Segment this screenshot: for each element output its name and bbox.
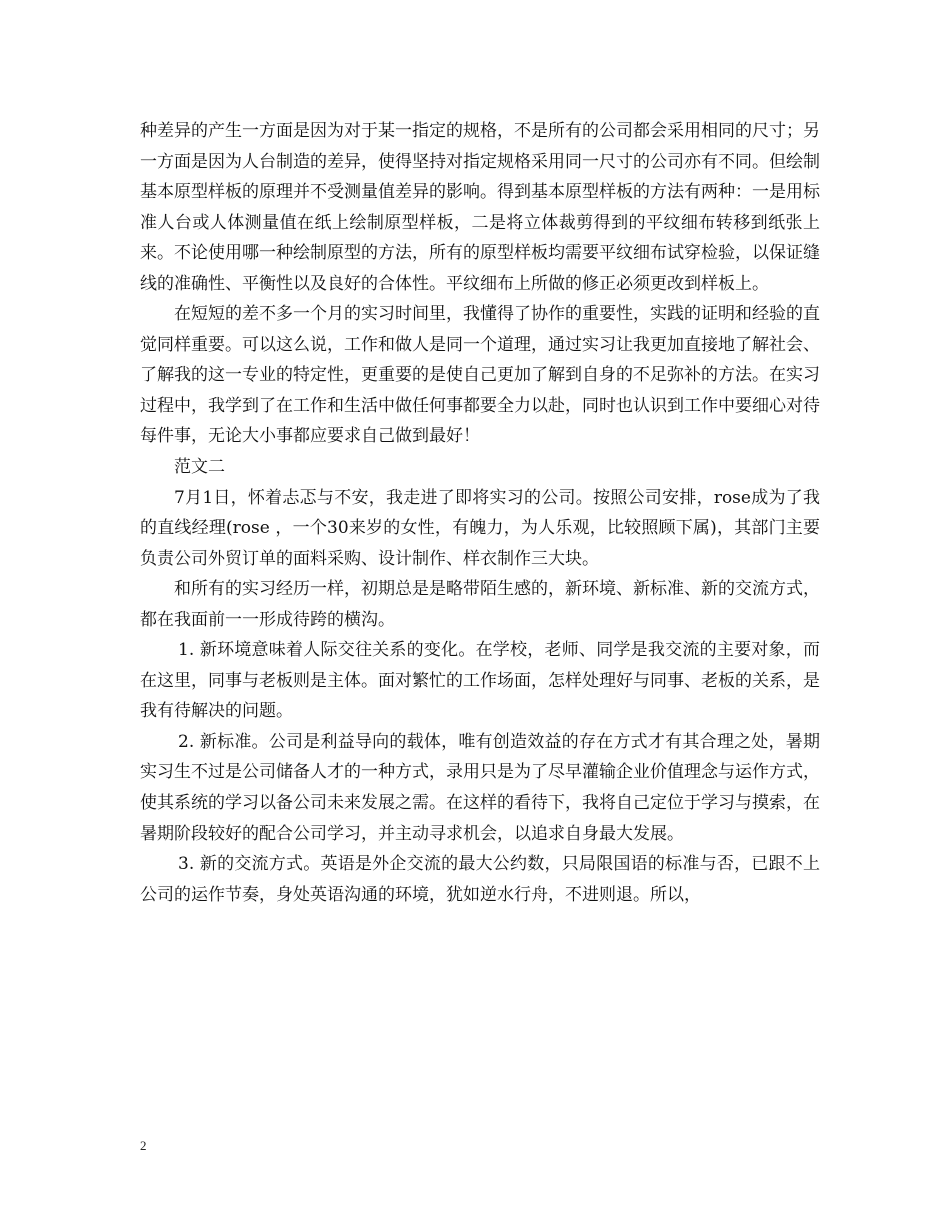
list-item-new-communication: 3. 新的交流方式。英语是外企交流的最大公约数，只局限国语的标准与否，已跟不上公司的运作节奏，身处英语沟通的环境，犹如逆水行舟，不进则退。所以， — [140, 854, 820, 905]
paragraph-internship-summary: 在短短的差不多一个月的实习时间里，我懂得了协作的重要性，实践的证明和经验的直觉同样重要。可以这么说，工作和做人是同一个道理，通过实习让我更加直接地了解社会、了解我的这一专业的特定性，更重要的是使自己更加了解到自身的不足弥补的方法。在实习过程中，我学到了在工作和生活中做任何事都要全力以赴，同时也认识到工作中要细心对待每件事，无论大小事都应要求自己做到最好！ — [140, 304, 820, 447]
page-number: 2 — [140, 1138, 147, 1153]
document-body — [140, 116, 820, 910]
list-item-new-standards: 2. 新标准。公司是利益导向的载体，唯有创造效益的存在方式才有其合理之处，暑期实习生不过是公司储备人才的一种方式，录用只是为了尽早灌输企业价值理念与运作方式，使其系统的学习以备公司未来发展之需。在这样的看待下，我将自己定位于学习与摸索，在暑期阶段较好的配合公司学习，并主动寻求机会，以追求自身最大发展。 — [140, 731, 820, 844]
paragraph-initial-impression: 和所有的实习经历一样，初期总是是略带陌生感的，新环境、新标准、新的交流方式，都在我面前一一形成待跨的横沟。 — [140, 579, 820, 630]
paragraph-continuation: 种差异的产生一方面是因为对于某一指定的规格，不是所有的公司都会采用相同的尺寸；另一方面是因为人台制造的差异，使得坚持对指定规格采用同一尺寸的公司亦有不同。但绘制基本原型样板的原理并不受测量值差异的影响。得到基本原型样板的方法有两种：一是用标准人台或人体测量值在纸上绘制原型样板，二是将立体裁剪得到的平纹细布转移到纸张上来。不论使用哪一种绘制原型的方法，所有的原型样板均需要平纹细布试穿检验，以保证缝线的准确性、平衡性以及良好的合体性。平纹细布上所做的修正必须更改到样板上。 — [140, 121, 820, 294]
paragraph-first-day: 7月1日，怀着忐忑与不安，我走进了即将实习的公司。按照公司安排，rose成为了我的直线经理(rose ，一个30来岁的女性，有魄力，为人乐观，比较照顾下属)，其部门主要负责公司外贸订单的面料采购、设计制作、样衣制作三大块。 — [140, 487, 820, 569]
section-heading-sample-two: 范文二 — [174, 457, 225, 478]
list-item-new-environment: 1. 新环境意味着人际交往关系的变化。在学校，老师、同学是我交流的主要对象，而在这里，同事与老板则是主体。面对繁忙的工作场面，怎样处理好与同事、老板的关系，是我有待解决的问题。 — [140, 640, 820, 722]
